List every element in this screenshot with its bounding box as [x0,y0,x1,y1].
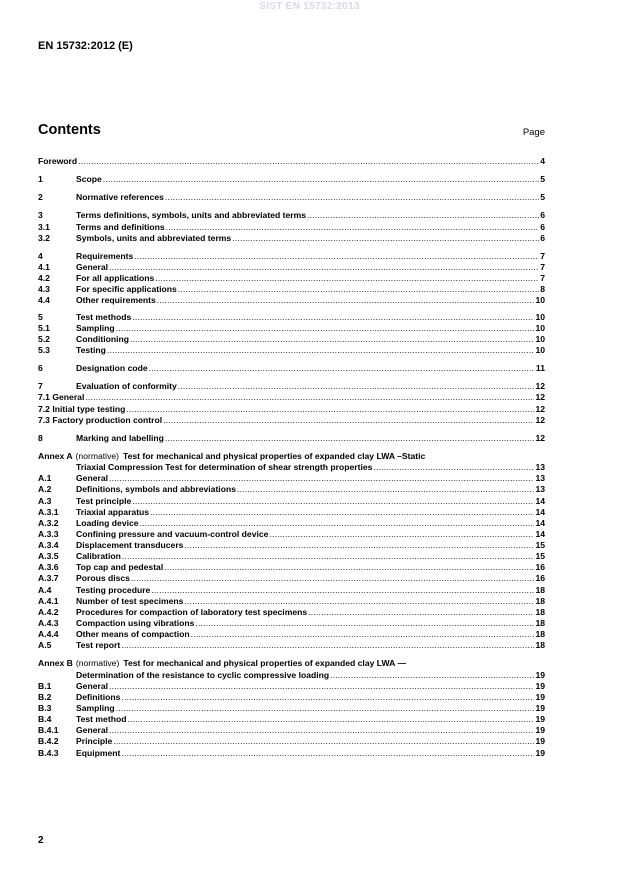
toc-entry[interactable] [38,692,545,703]
toc-entry-page: 10 [535,295,545,306]
toc-entry-label: Foreword [38,155,78,166]
table-of-contents [38,156,545,759]
toc-leader-dots [109,681,534,692]
toc-entry[interactable] [38,551,545,562]
toc-entry-number: 4.1 [38,261,50,272]
toc-entry-number: B.4 [38,714,52,725]
toc-entry-page: 14 [535,506,545,517]
toc-entry-label: 7.3 Factory production control [38,414,163,425]
toc-entry-page: 19 [535,736,545,747]
toc-entry-label: Scope [76,174,102,185]
toc-entry-page: 15 [535,540,545,551]
toc-entry-page: 8 [540,284,545,295]
toc-entry-label: Confining pressure and vacuum-control device [76,528,269,539]
toc-entry[interactable] [38,174,545,185]
toc-leader-dots [113,736,534,747]
toc-entry-page: 12 [535,432,545,443]
toc-entry-page: 14 [535,528,545,539]
toc-entry[interactable] [38,518,545,529]
toc-entry-label: For specific applications [76,284,177,295]
toc-leader-dots [140,518,535,529]
toc-entry-label: Definitions [76,691,121,702]
toc-entry[interactable] [38,262,545,273]
toc-entry-page: 18 [535,629,545,640]
toc-entry-label: Definitions, symbols and abbreviations [76,484,236,495]
toc-entry-label: General [76,261,109,272]
toc-entry-label: Top cap and pedestal [76,562,164,573]
toc-entry-number: 3.2 [38,232,50,243]
toc-entry-number: B.1 [38,680,52,691]
annex-normative: (normative) [75,658,120,669]
toc-entry-page: 7 [540,261,545,272]
toc-leader-dots [166,222,540,233]
toc-entry[interactable] [38,725,545,736]
annex-title: Test for mechanical and physical properties of expanded clay LWA –Static [123,450,426,461]
toc-entry[interactable] [38,736,545,747]
annex-title: Test for mechanical and physical properties of expanded clay LWA — [123,658,407,669]
toc-leader-dots [116,323,535,334]
toc-entry-number: A.3.7 [38,573,59,584]
toc-entry-label: Evaluation of conformity [76,381,177,392]
toc-entry[interactable] [38,392,545,403]
toc-entry[interactable] [38,496,545,507]
toc-entry-number: B.2 [38,691,52,702]
toc-entry-number: 4.2 [38,273,50,284]
toc-entry-number: A.5 [38,640,52,651]
toc-leader-dots [155,273,539,284]
toc-entry-page: 12 [535,414,545,425]
toc-group-4 [38,251,545,307]
toc-entry[interactable] [38,312,545,323]
toc-leader-dots [103,174,539,185]
toc-group-2 [38,192,545,203]
toc-entry-label: Test methods [76,311,132,322]
toc-entry-page: 10 [535,311,545,322]
toc-entry-page: 19 [535,703,545,714]
toc-entry-label: Testing procedure [76,584,151,595]
toc-leader-dots [373,462,534,473]
annex-b-title-line-2[interactable] [38,670,545,681]
toc-entry-page: 13 [535,473,545,484]
toc-entry[interactable] [38,222,545,233]
annex-a-title-line-2[interactable] [38,462,545,473]
toc-leader-dots [109,725,534,736]
toc-entry[interactable] [38,714,545,725]
toc-leader-dots [134,251,539,262]
toc-entry[interactable] [38,295,545,306]
toc-entry-page: 10 [535,333,545,344]
toc-annex-a-items [38,473,545,651]
toc-entry-page: 18 [535,584,545,595]
toc-entry-number: A.4.2 [38,606,59,617]
toc-group-1 [38,174,545,185]
toc-entry[interactable] [38,703,545,714]
annex-prefix: Annex A [38,450,73,461]
toc-entry[interactable] [38,433,545,444]
toc-entry-number: A.4 [38,584,52,595]
toc-entry-label: General [76,680,109,691]
toc-entry-page: 19 [535,725,545,736]
toc-entry[interactable] [38,640,545,651]
toc-entry-page: 15 [535,551,545,562]
toc-entry-page: 10 [535,344,545,355]
toc-entry[interactable] [38,529,545,540]
toc-entry-label: Symbols, units and abbreviated terms [76,232,232,243]
toc-group-7 [38,381,545,426]
toc-leader-dots [307,210,539,221]
toc-entry-number: 3 [38,210,43,221]
toc-entry-label: Normative references [76,192,164,203]
document-id: EN 15732:2012 (E) [38,40,133,52]
toc-leader-dots [191,629,535,640]
toc-entry-label: Test method [76,714,127,725]
toc-leader-dots [122,551,535,562]
page-number: 2 [38,835,44,846]
toc-entry-number: 4.3 [38,284,50,295]
toc-entry-page: 12 [535,392,545,403]
toc-entry-number: 3.1 [38,221,50,232]
toc-entry-label: 7.1 General [38,392,85,403]
toc-leader-dots [163,415,534,426]
page-column-label: Page [522,127,545,138]
toc-entry-page: 18 [535,606,545,617]
watermark: SIST EN 15732:2013 [259,1,360,12]
toc-entry-page: 18 [535,595,545,606]
toc-entry-label: Compaction using vibrations [76,618,195,629]
toc-leader-dots [150,507,534,518]
toc-entry-number: A.4.3 [38,618,59,629]
toc-entry[interactable] [38,629,545,640]
toc-leader-dots [121,748,534,759]
toc-entry-number: 1 [38,174,43,185]
toc-entry-page: 5 [540,192,545,203]
annex-b-title-line[interactable] [38,658,545,669]
toc-entry-label: For all applications [76,273,155,284]
annex-prefix: Annex B [38,658,73,669]
toc-entry-page: 14 [535,517,545,528]
toc-entry-label: Calibration [76,551,121,562]
toc-leader-dots [330,670,534,681]
toc-entry-label: Other requirements [76,295,156,306]
toc-entry-label: Equipment [76,747,121,758]
toc-entry-number: 7 [38,381,43,392]
toc-entry-page: 4 [540,155,545,166]
toc-entry[interactable] [38,585,545,596]
toc-entry-number: 2 [38,192,43,203]
toc-entry[interactable] [38,381,545,392]
toc-entry-label: Marking and labelling [76,432,164,443]
toc-entry-number: A.3 [38,495,52,506]
toc-entry-label: General [76,725,109,736]
toc-leader-dots [269,529,534,540]
toc-entry-number: A.1 [38,473,52,484]
toc-entry-number: 5.3 [38,344,50,355]
toc-entry-label: Loading device [76,517,139,528]
toc-leader-dots [184,540,534,551]
toc-leader-dots [78,156,539,167]
toc-entry-page: 12 [535,381,545,392]
toc-entry[interactable] [38,415,545,426]
annex-normative: (normative) [75,450,120,461]
toc-entry-page: 13 [535,484,545,495]
toc-entry[interactable] [38,607,545,618]
toc-leader-dots [131,573,534,584]
toc-entry-page: 16 [535,573,545,584]
toc-entry-page: 13 [535,462,545,473]
toc-leader-dots [151,585,534,596]
toc-entry-page: 16 [535,562,545,573]
toc-entry[interactable] [38,507,545,518]
toc-entry-number: A.3.2 [38,517,59,528]
toc-leader-dots [107,345,535,356]
toc-entry[interactable] [38,473,545,484]
toc-entry-label: Test principle [76,495,132,506]
toc-entry[interactable] [38,748,545,759]
toc-entry-number: 5.1 [38,322,50,333]
toc-entry-number: 4 [38,250,43,261]
toc-entry[interactable] [38,596,545,607]
toc-entry-label: Principle [76,736,113,747]
toc-entry-label: Procedures for compaction of laboratory test specimens [76,606,308,617]
toc-group-5 [38,312,545,357]
toc-entry-page: 18 [535,640,545,651]
toc-leader-dots [178,381,535,392]
toc-entry-number: A.3.1 [38,506,59,517]
toc-annex-b [38,658,545,758]
toc-entry[interactable] [38,404,545,415]
toc-entry-page: 6 [540,221,545,232]
toc-entry-foreword[interactable] [38,156,545,167]
toc-entry-page: 19 [535,714,545,725]
toc-entry-label: Sampling [76,703,115,714]
toc-entry[interactable] [38,323,545,334]
toc-entry[interactable] [38,273,545,284]
toc-entry-number: A.4.1 [38,595,59,606]
toc-leader-dots [121,692,534,703]
toc-entry-label: Terms and definitions [76,221,165,232]
toc-leader-dots [165,433,535,444]
toc-entry-page: 10 [535,322,545,333]
toc-entry[interactable] [38,484,545,495]
toc-annex-b-items [38,681,545,759]
toc-entry-label: Designation code [76,363,148,374]
toc-entry-label: Triaxial apparatus [76,506,150,517]
toc-entry[interactable] [38,618,545,629]
toc-entry[interactable] [38,284,545,295]
toc-leader-dots [85,392,534,403]
toc-leader-dots [109,473,534,484]
toc-entry-label: Requirements [76,250,134,261]
toc-leader-dots [127,714,534,725]
toc-entry[interactable] [38,681,545,692]
toc-entry-label: Test report [76,640,121,651]
toc-leader-dots [195,618,534,629]
toc-entry-page: 6 [540,232,545,243]
toc-entry-number: 5.2 [38,333,50,344]
toc-entry-number: 8 [38,432,43,443]
toc-leader-dots [132,312,534,323]
toc-leader-dots [237,484,534,495]
toc-entry[interactable] [38,210,545,221]
toc-group-6 [38,363,545,374]
toc-entry-page: 19 [535,680,545,691]
toc-entry-page: 19 [535,747,545,758]
toc-leader-dots [165,192,539,203]
toc-entry-label: Other means of compaction [76,629,190,640]
toc-entry-page: 6 [540,210,545,221]
toc-entry-number: A.3.3 [38,528,59,539]
toc-entry-label: Displacement transducers [76,540,184,551]
toc-entry-page: 18 [535,618,545,629]
toc-entry[interactable] [38,540,545,551]
toc-entry-number: 6 [38,363,43,374]
toc-entry-number: B.4.2 [38,736,59,747]
toc-entry-page: 7 [540,250,545,261]
contents-heading: Contents [38,122,101,138]
toc-entry-page: 19 [535,669,545,680]
toc-entry-label: Sampling [76,322,115,333]
toc-entry-number: B.4.1 [38,725,59,736]
toc-leader-dots [109,262,539,273]
toc-entry[interactable] [38,363,545,374]
toc-leader-dots [130,334,534,345]
toc-leader-dots [121,640,534,651]
toc-entry-label: Testing [76,344,106,355]
toc-leader-dots [132,496,534,507]
toc-entry-label: 7.2 Initial type testing [38,403,126,414]
toc-entry[interactable] [38,334,545,345]
toc-entry-number: 4.4 [38,295,50,306]
toc-entry[interactable] [38,192,545,203]
toc-leader-dots [126,404,534,415]
toc-entry[interactable] [38,574,545,585]
toc-entry-page: 5 [540,174,545,185]
toc-entry-page: 12 [535,403,545,414]
annex-a-title-line[interactable] [38,451,545,462]
toc-entry-page: 7 [540,273,545,284]
toc-leader-dots [164,562,534,573]
annex-title-continued: Determination of the resistance to cyclic compressive loading [76,669,330,680]
toc-leader-dots [184,596,534,607]
toc-leader-dots [149,363,535,374]
toc-entry-label: Terms definitions, symbols, units and abbreviated terms [76,210,307,221]
toc-leader-dots [308,607,534,618]
toc-entry[interactable] [38,562,545,573]
toc-leader-dots [178,284,539,295]
toc-entry-number: B.4.3 [38,747,59,758]
annex-title-continued: Triaxial Compression Test for determination of shear strength properties [76,462,373,473]
toc-entry-number: A.2 [38,484,52,495]
toc-entry[interactable] [38,345,545,356]
toc-entry[interactable] [38,233,545,244]
toc-entry-label: Porous discs [76,573,130,584]
toc-entry-label: Number of test specimens [76,595,184,606]
toc-group-3 [38,210,545,243]
toc-entry-number: A.3.6 [38,562,59,573]
toc-annex-a [38,451,545,652]
toc-entry-label: Conditioning [76,333,129,344]
toc-entry-number: A.3.4 [38,540,59,551]
toc-group-8 [38,433,545,444]
toc-entry-number: B.3 [38,703,52,714]
toc-leader-dots [232,233,539,244]
toc-entry-page: 11 [535,363,545,374]
toc-entry-number: A.4.4 [38,629,59,640]
toc-entry-number: A.3.5 [38,551,59,562]
toc-leader-dots [157,295,535,306]
toc-entry-page: 14 [535,495,545,506]
toc-entry[interactable] [38,251,545,262]
toc-entry-label: General [76,473,109,484]
toc-entry-page: 19 [535,691,545,702]
toc-leader-dots [116,703,535,714]
toc-entry-number: 5 [38,311,43,322]
